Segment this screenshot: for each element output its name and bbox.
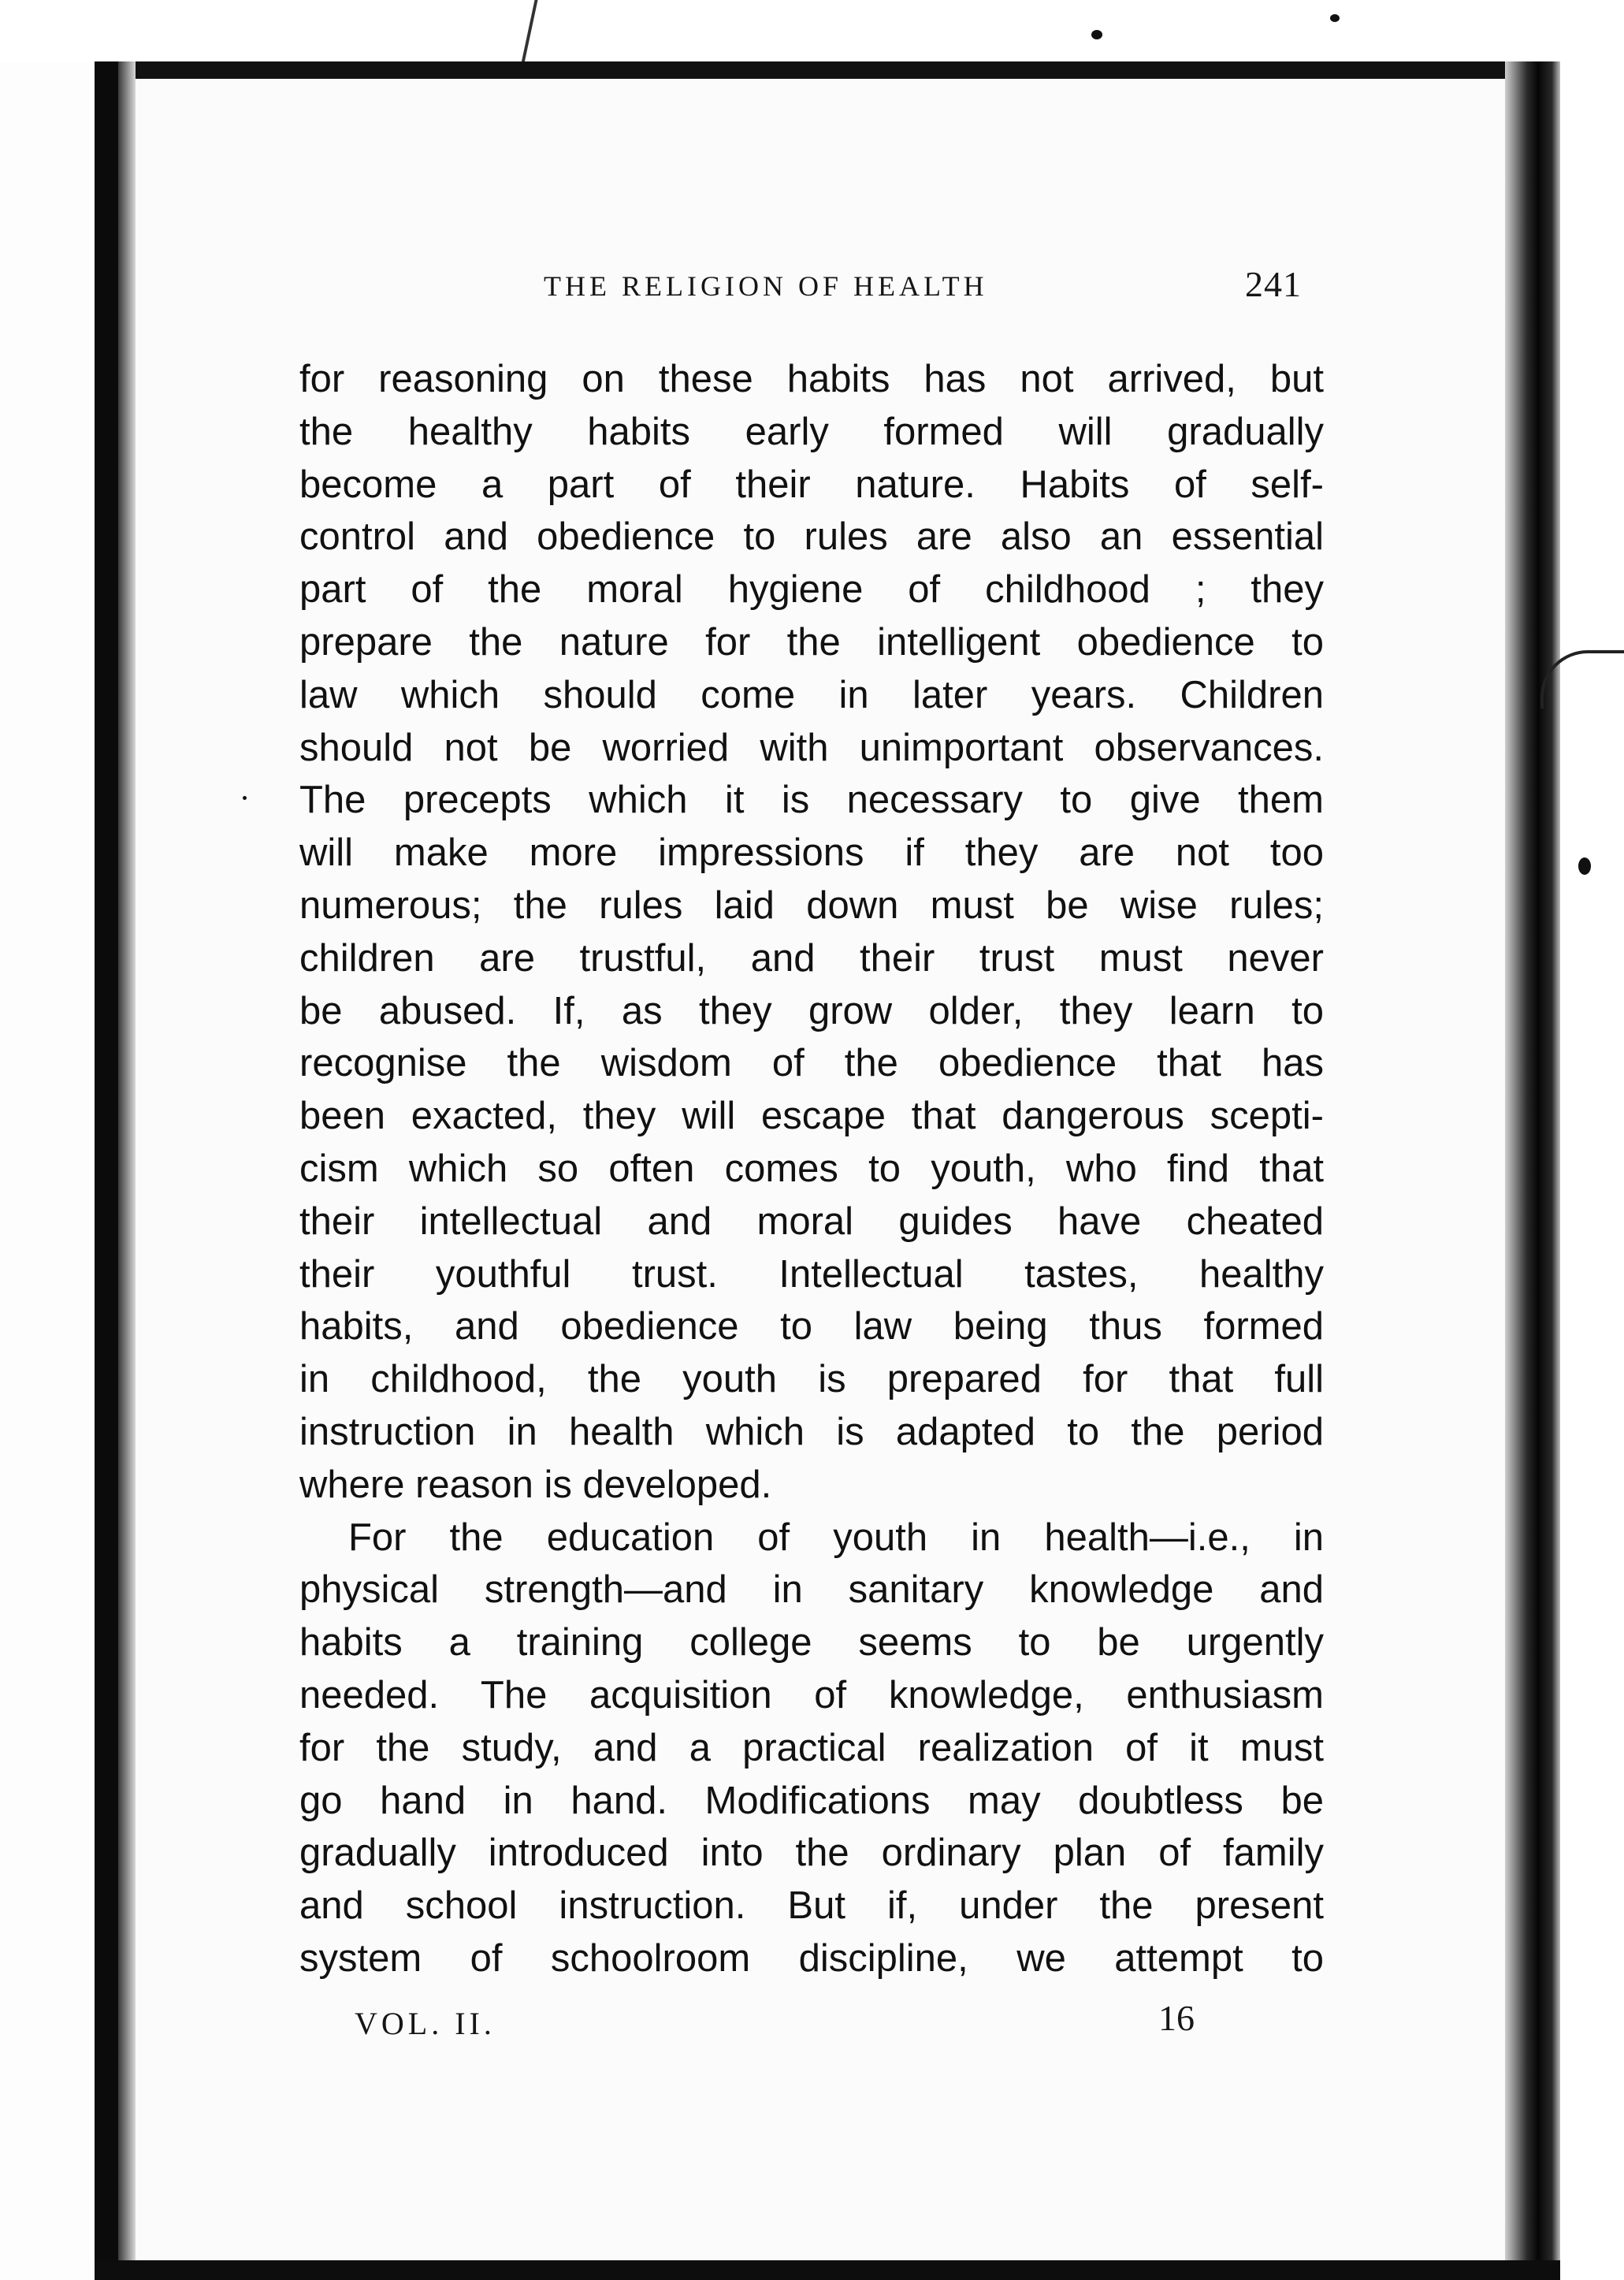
signature-mark: 16 <box>1158 1998 1195 2038</box>
scan-frame-top <box>95 61 1552 79</box>
text-line: will make more impressions if they are not too <box>299 831 1324 875</box>
text-line: gradually introduced into the ordinary plan of family <box>299 1832 1324 1875</box>
text-line: recognise the wisdom of the obedience that has <box>299 1042 1324 1085</box>
text-line-paragraph-start: For the education of youth in health—i.e., in <box>348 1516 1324 1559</box>
scan-speck <box>1578 857 1591 875</box>
text-line: habits a training college seems to be urgently <box>299 1621 1324 1664</box>
facing-page-edge <box>0 61 95 2280</box>
text-line: their youthful trust. Intellectual tastes, healthy <box>299 1252 1324 1296</box>
scan-frame-bottom <box>95 2260 1560 2280</box>
body-text <box>299 353 1324 1985</box>
scan-speck <box>243 796 247 800</box>
text-line: and school instruction. But if, under the present <box>299 1884 1324 1928</box>
scan-frame-left <box>95 61 118 2280</box>
text-line: the healthy habits early formed will gradually <box>299 410 1324 453</box>
text-line: for the study, and a practical realization of it must <box>299 1726 1324 1769</box>
text-line: numerous; the rules laid down must be wise rules; <box>299 883 1324 927</box>
page-gutter-shadow <box>118 61 136 2280</box>
text-line: control and obedience to rules are also an essential <box>299 515 1324 559</box>
text-line: The precepts which it is necessary to give them <box>299 779 1324 822</box>
text-line: been exacted, they will escape that dangerous scepti- <box>299 1095 1324 1138</box>
volume-marker: VOL. II. <box>355 2006 496 2041</box>
text-line-paragraph-end: where reason is developed. <box>299 1463 772 1506</box>
text-line: system of schoolroom discipline, we attempt to <box>299 1936 1324 1980</box>
text-line: cism which so often comes to youth, who find that <box>299 1147 1324 1190</box>
text-line: for reasoning on these habits has not arrived, but <box>299 358 1324 400</box>
text-line: part of the moral hygiene of childhood ; they <box>299 568 1324 612</box>
scan-speck <box>1330 14 1340 22</box>
text-line: should not be worried with unimportant observances. <box>299 726 1324 769</box>
running-header: THE RELIGION OF HEALTH <box>544 270 988 302</box>
scan-speck <box>1091 30 1102 39</box>
text-line: go hand in hand. Modifications may doubtless be <box>299 1779 1324 1822</box>
text-line: in childhood, the youth is prepared for that full <box>299 1358 1324 1401</box>
page-number: 241 <box>1245 264 1302 304</box>
page-stack-edge <box>1505 61 1560 2280</box>
text-line: be abused. If, as they grow older, they learn to <box>299 989 1324 1032</box>
text-line: physical strength—and in sanitary knowledge and <box>299 1568 1324 1612</box>
text-line: instruction in health which is adapted to the period <box>299 1410 1324 1453</box>
text-line: habits, and obedience to law being thus formed <box>299 1305 1324 1348</box>
text-line: children are trustful, and their trust must never <box>299 936 1324 980</box>
text-line: prepare the nature for the intelligent obedience to <box>299 620 1324 664</box>
text-line: their intellectual and moral guides have cheated <box>299 1200 1324 1243</box>
text-line: law which should come in later years. Children <box>299 673 1324 716</box>
text-line: become a part of their nature. Habits of self- <box>299 463 1324 506</box>
binding-thread <box>521 0 537 63</box>
text-line: needed. The acquisition of knowledge, enthusiasm <box>299 1673 1324 1717</box>
